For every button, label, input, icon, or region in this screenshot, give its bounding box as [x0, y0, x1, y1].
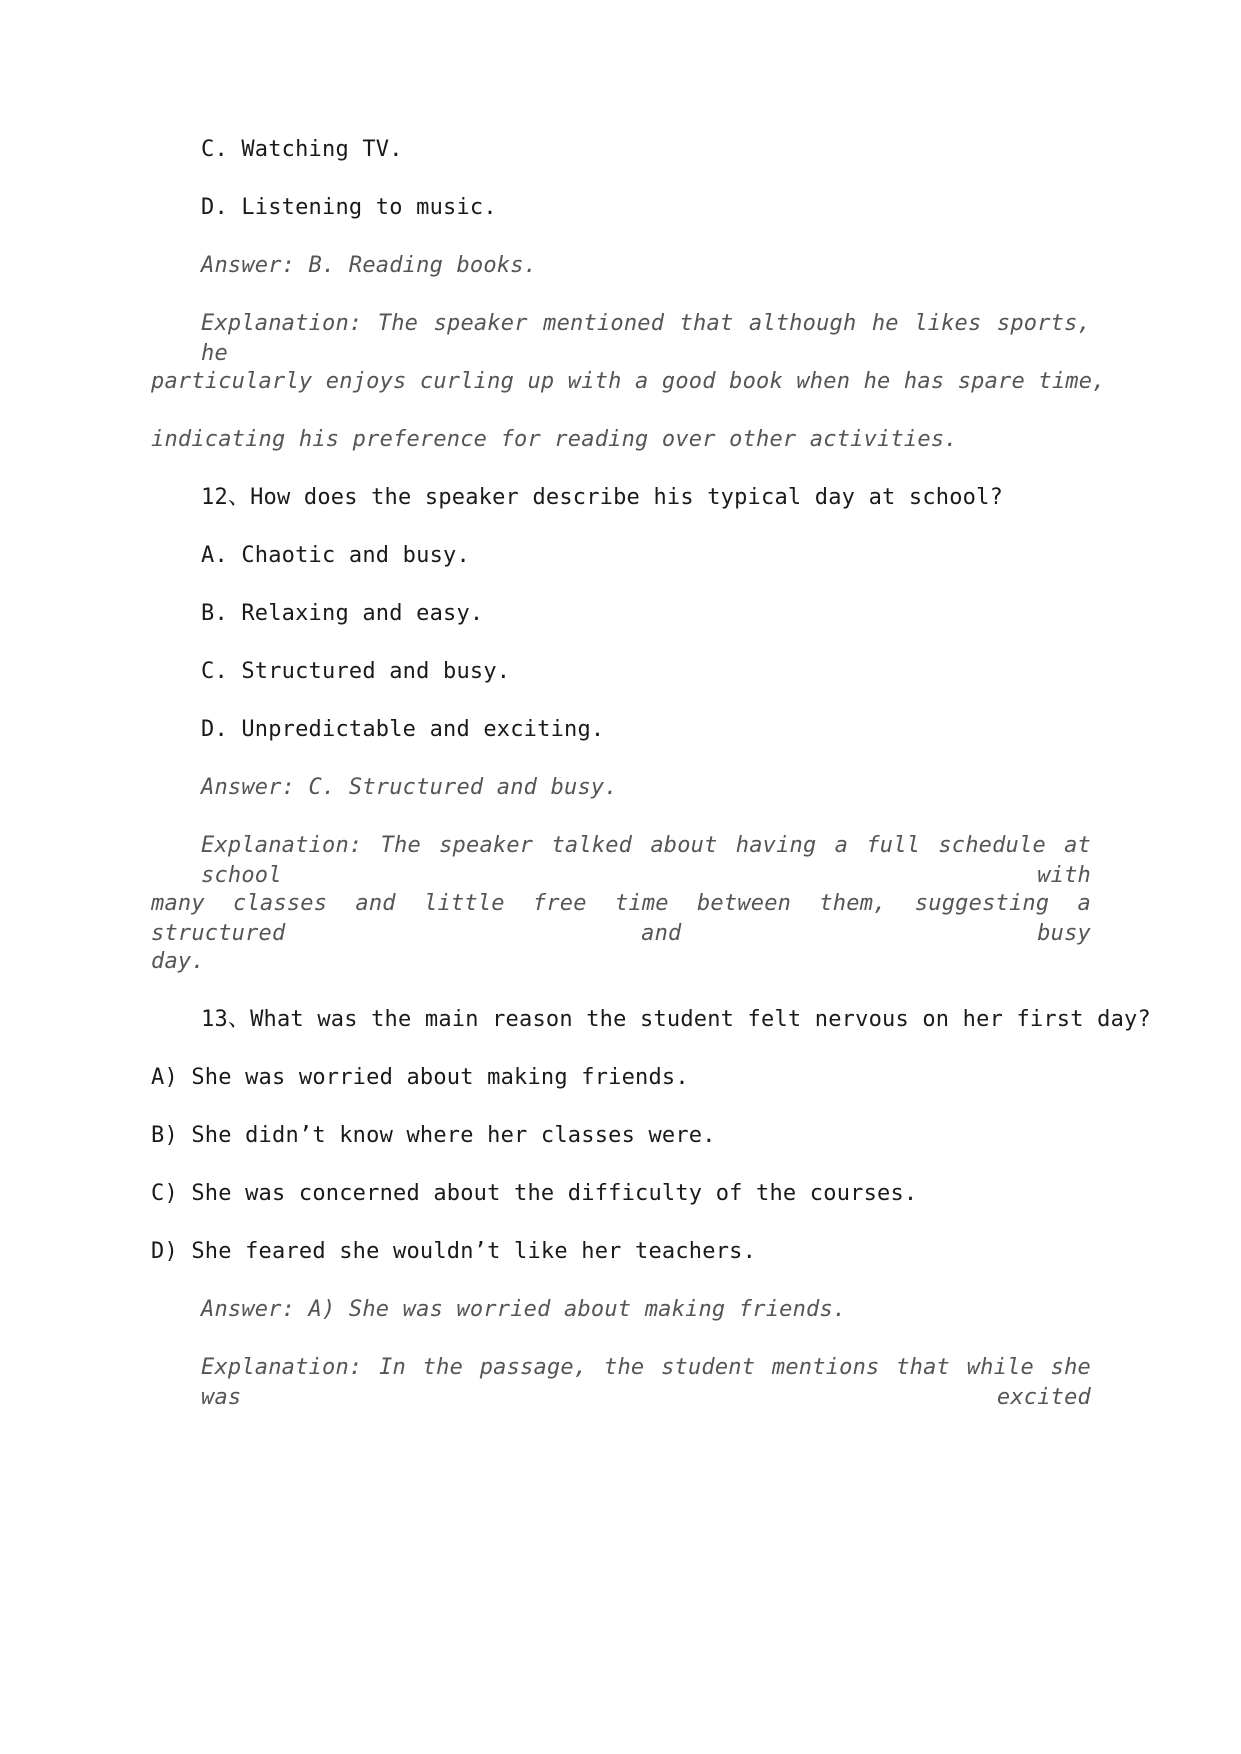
q13-question: 13、What was the main reason the student felt nervous on her first day? [201, 1007, 1151, 1032]
q12-question: 12、How does the speaker describe his typical day at school? [201, 485, 1004, 510]
q11-explanation-line-3: indicating his preference for reading over other activities. [151, 427, 958, 452]
q12-option-c: C. Structured and busy. [201, 659, 511, 684]
q12-explanation-line-2: many classes and little free time between them, suggesting a structured and busy [151, 891, 1091, 946]
q13-answer: Answer: A) She was worried about making friends. [201, 1297, 847, 1322]
q13-option-c: C) She was concerned about the difficulty of the courses. [151, 1181, 918, 1206]
q12-answer: Answer: C. Structured and busy. [201, 775, 618, 800]
q12-option-d: D. Unpredictable and exciting. [201, 717, 605, 742]
q13-explanation-line-1: Explanation: In the passage, the student mentions that while she was excited [201, 1355, 1091, 1410]
q12-option-b: B. Relaxing and easy. [201, 601, 484, 626]
q12-option-a: A. Chaotic and busy. [201, 543, 470, 568]
q11-option-c: C. Watching TV. [201, 137, 403, 162]
q13-option-b: B) She didn’t know where her classes were. [151, 1123, 716, 1148]
q13-option-d: D) She feared she wouldn’t like her teachers. [151, 1239, 757, 1264]
q11-explanation-line-2: particularly enjoys curling up with a good book when he has spare time, [151, 369, 1106, 394]
q12-explanation-line-3: day. [151, 949, 205, 974]
q11-answer: Answer: B. Reading books. [201, 253, 538, 278]
q13-option-a: A) She was worried about making friends. [151, 1065, 689, 1090]
q11-explanation-line-1: Explanation: The speaker mentioned that although he likes sports, he [201, 311, 1091, 366]
q12-explanation-line-1: Explanation: The speaker talked about having a full schedule at school with [201, 833, 1091, 888]
q11-option-d: D. Listening to music. [201, 195, 497, 220]
